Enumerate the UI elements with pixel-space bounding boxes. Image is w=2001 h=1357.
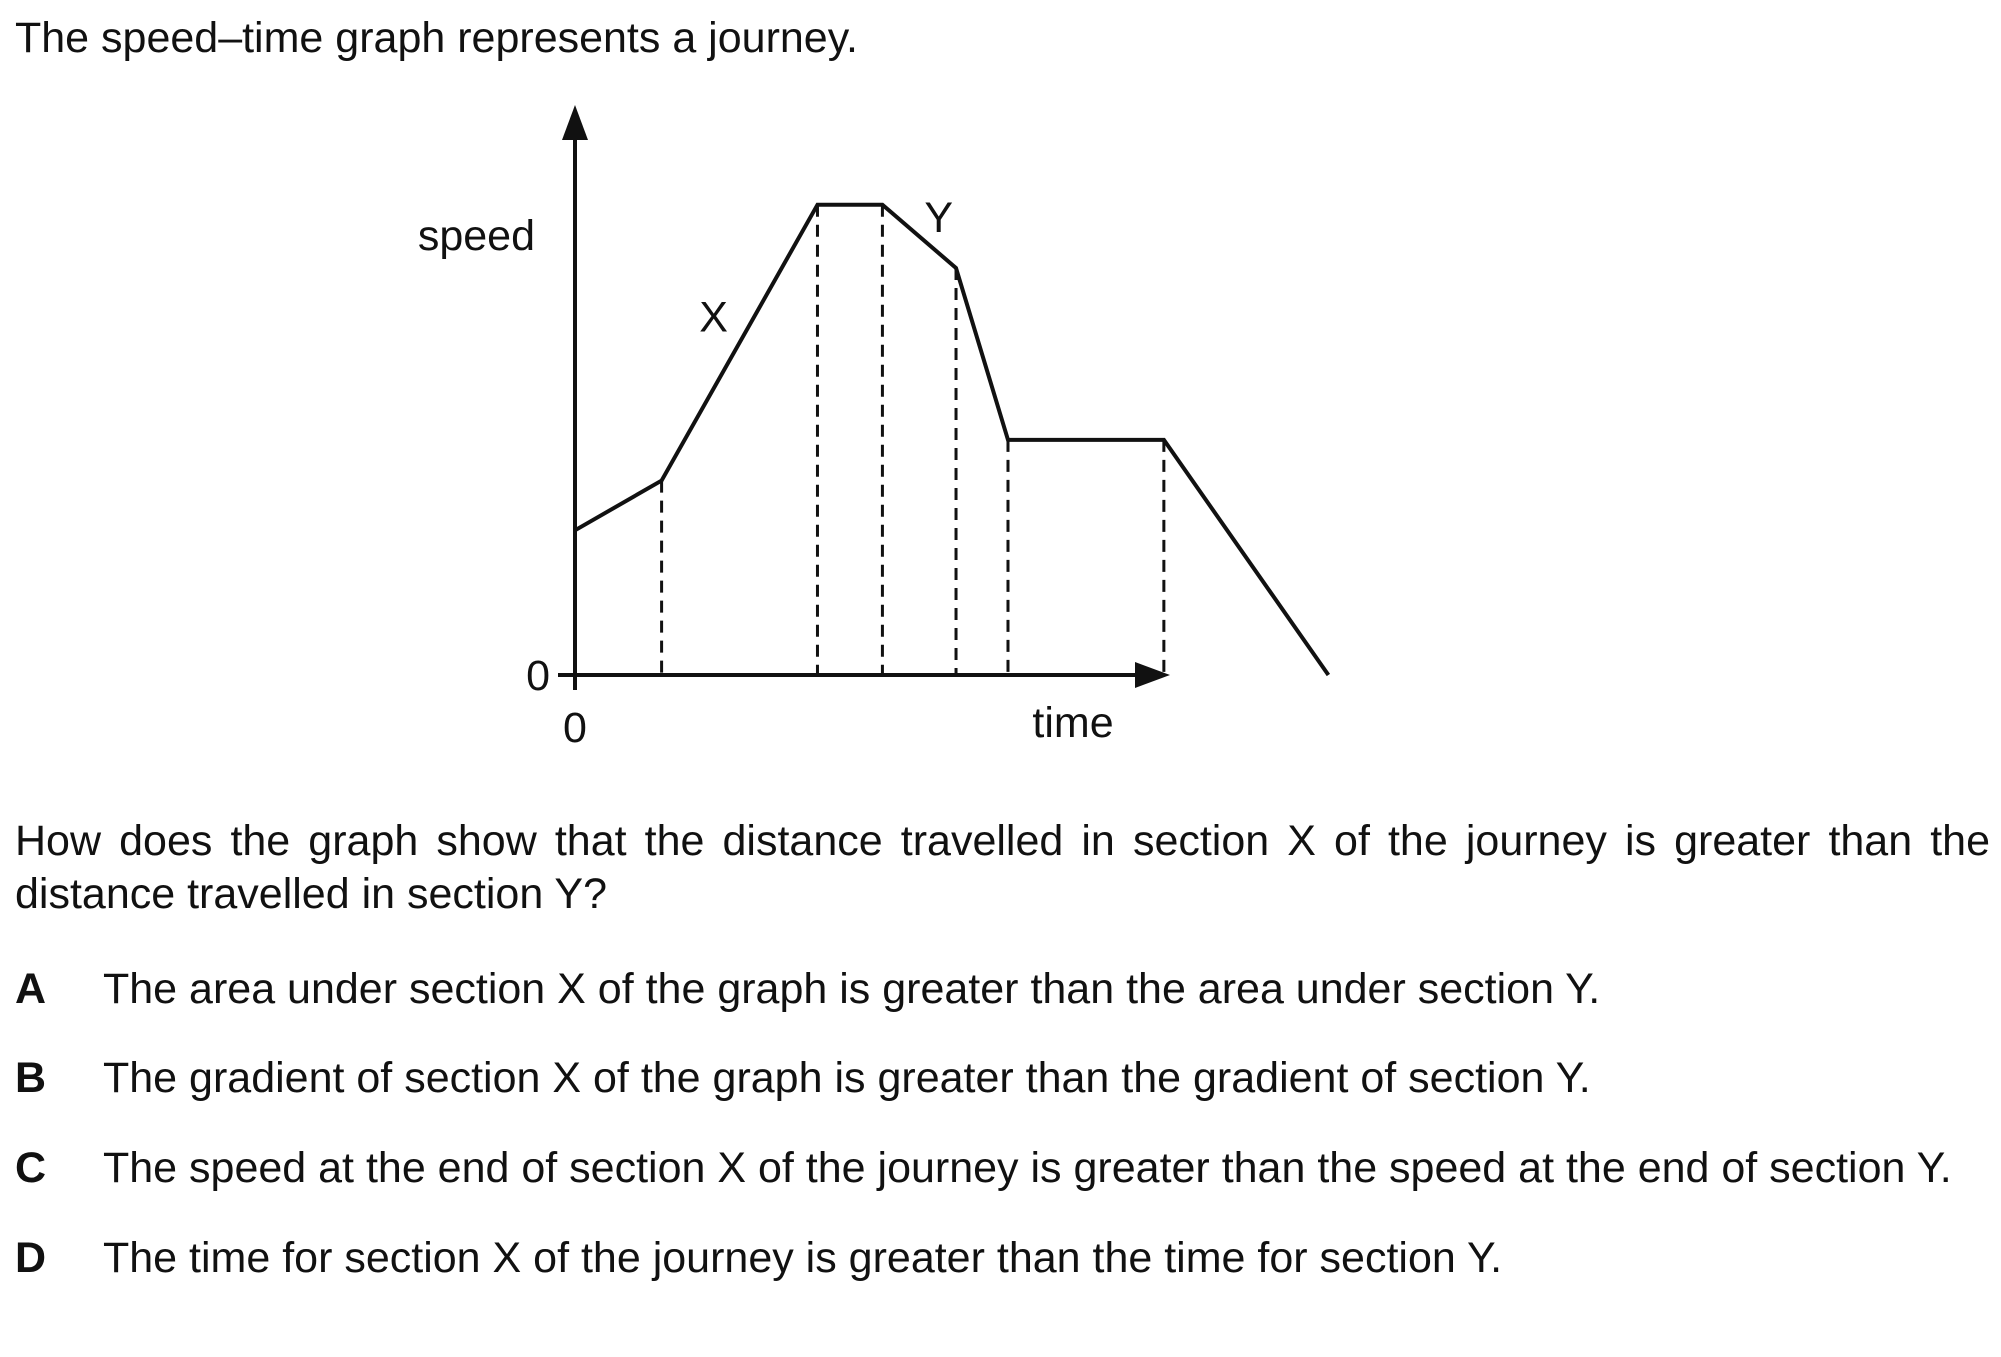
section-label-y: Y — [924, 193, 954, 242]
section-labels — [699, 194, 953, 341]
option-a[interactable] — [15, 963, 1990, 1016]
option-letter: B — [15, 1054, 47, 1102]
option-b[interactable] — [15, 1052, 1990, 1105]
option-letter: D — [15, 1234, 47, 1282]
intro-text: The speed–time graph represents a journey. — [15, 14, 858, 62]
speed-time-graph — [380, 105, 1530, 765]
x-axis-label: time — [1032, 699, 1114, 747]
speed-axis-arrow — [562, 105, 588, 140]
option-text: The speed at the end of section X of the journey is greater than the speed at the end of section Y. — [103, 1144, 1952, 1192]
y-origin-label: 0 — [526, 652, 550, 700]
option-text: The time for section X of the journey is greater than the time for section Y. — [103, 1234, 1503, 1282]
x-origin-label: 0 — [563, 704, 587, 752]
y-axis-label: speed — [417, 212, 535, 260]
option-letter: A — [15, 965, 47, 1013]
option-d[interactable] — [15, 1232, 1990, 1285]
option-text: The gradient of section X of the graph is greater than the gradient of section Y. — [103, 1054, 1591, 1102]
option-c[interactable] — [15, 1142, 1990, 1195]
option-text: The area under section X of the graph is greater than the area under section Y. — [103, 965, 1601, 1013]
section-label-x: X — [699, 293, 728, 342]
speed-time-line — [575, 205, 1328, 675]
option-letter: C — [15, 1144, 47, 1192]
answer-options — [15, 963, 1990, 1285]
question-text: How does the graph show that the distance travelled in section X of the journey is greater than the distance travelled in section Y? — [15, 817, 1990, 918]
